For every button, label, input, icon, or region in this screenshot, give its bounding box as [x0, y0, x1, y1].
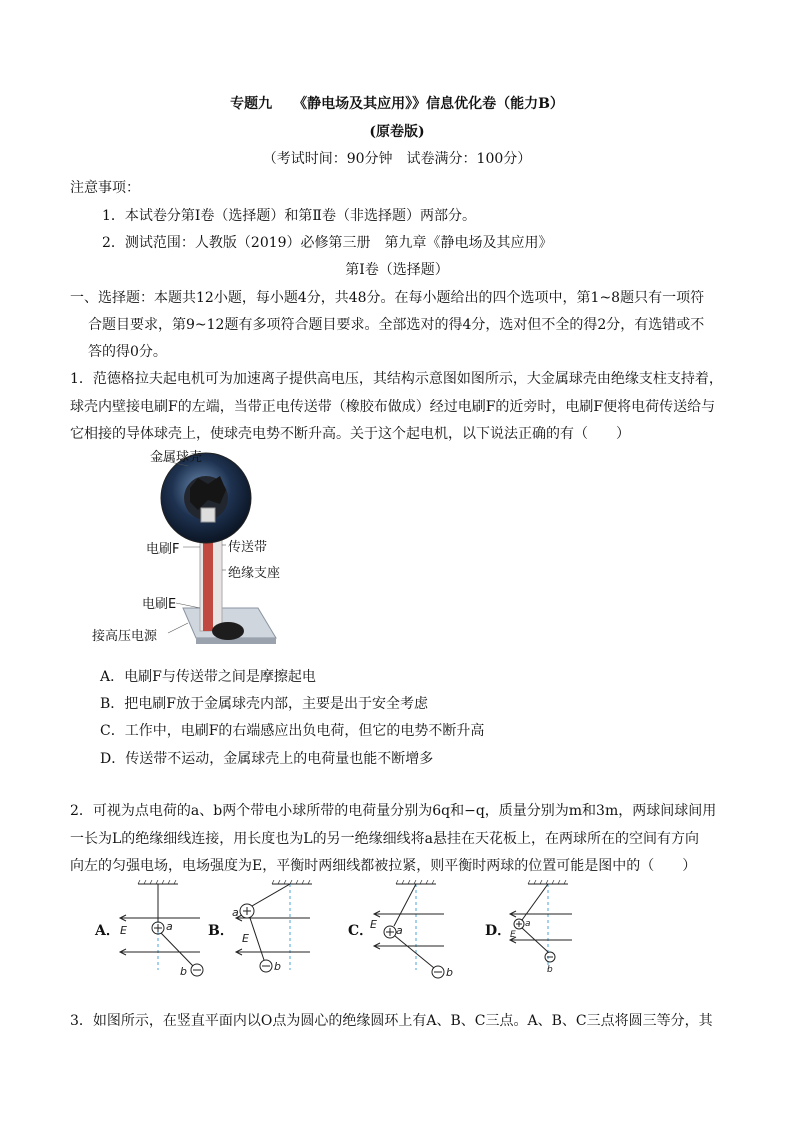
- fig-a-ball-a-label: a: [166, 920, 173, 933]
- notes-item-1: 1．本试卷分第Ⅰ卷（选择题）和第Ⅱ卷（非选择题）两部分。: [102, 208, 476, 224]
- fig-b-ball-b-label: b: [274, 960, 281, 973]
- notes-heading: 注意事项：: [70, 180, 140, 196]
- q1-stem-1: 1．范德格拉夫起电机可为加速离子提供高电压，其结构示意图如图所示，大金属球壳由绝缘支柱支持着，: [70, 371, 723, 387]
- paper-title: 专题九 《静电场及其应用》》信息优化卷（能力B）: [230, 96, 564, 112]
- paper-subtitle: (原卷版): [369, 124, 425, 140]
- part-title: 第Ⅰ卷（选择题）: [345, 262, 449, 278]
- fig-d-field-label: E: [510, 930, 516, 940]
- q2-choice-d: D．: [485, 923, 512, 939]
- q1-option-d: D．传送带不运动，金属球壳上的电荷量也能不断增多: [100, 751, 434, 767]
- q1-figure: [88, 448, 308, 653]
- fig-b-field-label: E: [242, 932, 249, 945]
- q2-choice-b: B．: [208, 923, 234, 939]
- fig-d-ball-b-label: b: [547, 965, 553, 975]
- label-belt: 传送带: [228, 540, 268, 555]
- notes-item-2: 2．测试范围：人教版（2019）必修第三册 第九章《静电场及其应用》: [102, 235, 553, 251]
- q2-stem-3: 向左的匀强电场，电场强度为E，平衡时两细线都被拉紧，则平衡时两球的位置可能是图中的（ ）: [70, 858, 697, 874]
- label-insulating-base: 绝缘支座: [228, 566, 281, 581]
- label-brush-f: 电刷F: [146, 542, 180, 557]
- fig-c-ball-b-label: b: [446, 966, 453, 979]
- q3-stem-1: 3．如图所示，在竖直平面内以O点为圆心的绝缘圆环上有A、B、C三点。A、B、C三点将圆三等分，其: [70, 1013, 713, 1029]
- section-instructions-1: 一、选择题：本题共12小题，每小题4分，共48分。在每小题给出的四个选项中，第1~8题只有一项符: [70, 290, 705, 306]
- label-metal-shell: 金属球壳: [150, 450, 203, 465]
- q2-choice-a: A．: [95, 923, 120, 939]
- motor: [212, 622, 244, 640]
- fig-c-field-label: E: [370, 918, 377, 931]
- fig-d-ball-a-label: a: [525, 919, 531, 929]
- q2-figures: [0, 880, 794, 980]
- q1-stem-2: 球壳内壁接电刷F的左端，当带正电传送带（橡胶布做成）经过电刷F的近旁时，电刷F便将电荷传送给与: [70, 399, 716, 415]
- section-instructions-2: 合题目要求，第9~12题有多项符合题目要求。全部选对的得4分，选对但不全的得2分，有选错或不: [88, 317, 705, 333]
- fig-a-field-label: E: [120, 924, 127, 937]
- q1-option-b: B．把电刷F放于金属球壳内部，主要是出于安全考虑: [100, 696, 429, 712]
- q1-stem-3: 它相接的导体球壳上，使球壳电势不断升高。关于这个起电机，以下说法正确的有（ ）: [70, 426, 630, 442]
- label-brush-e: 电刷E: [142, 597, 177, 612]
- q2-stem-2: 一长为L的绝缘细线连接，用长度也为L的另一绝缘细线将a悬挂在天花板上，在两球所在的空间有方向: [70, 831, 699, 847]
- q2-choice-c: C．: [348, 923, 374, 939]
- exam-info: （考试时间：90分钟 试卷满分：100分）: [262, 151, 532, 167]
- q1-option-a: A．电刷F与传送带之间是摩擦起电: [100, 669, 316, 685]
- q1-option-c: C．工作中，电刷F的右端感应出负电荷，但它的电势不断升高: [100, 723, 485, 739]
- fig-a-ball-b-label: b: [180, 965, 187, 978]
- section-instructions-3: 答的得0分。: [88, 344, 167, 360]
- label-high-voltage: 接高压电源: [92, 629, 158, 644]
- fig-b-ball-a-label: a: [232, 906, 239, 919]
- fig-c-ball-a-label: a: [396, 924, 403, 937]
- q2-stem-1: 2．可视为点电荷的a、b两个带电小球所带的电荷量分别为6q和−q，质量分别为m和3m，两球间球间用: [70, 803, 717, 819]
